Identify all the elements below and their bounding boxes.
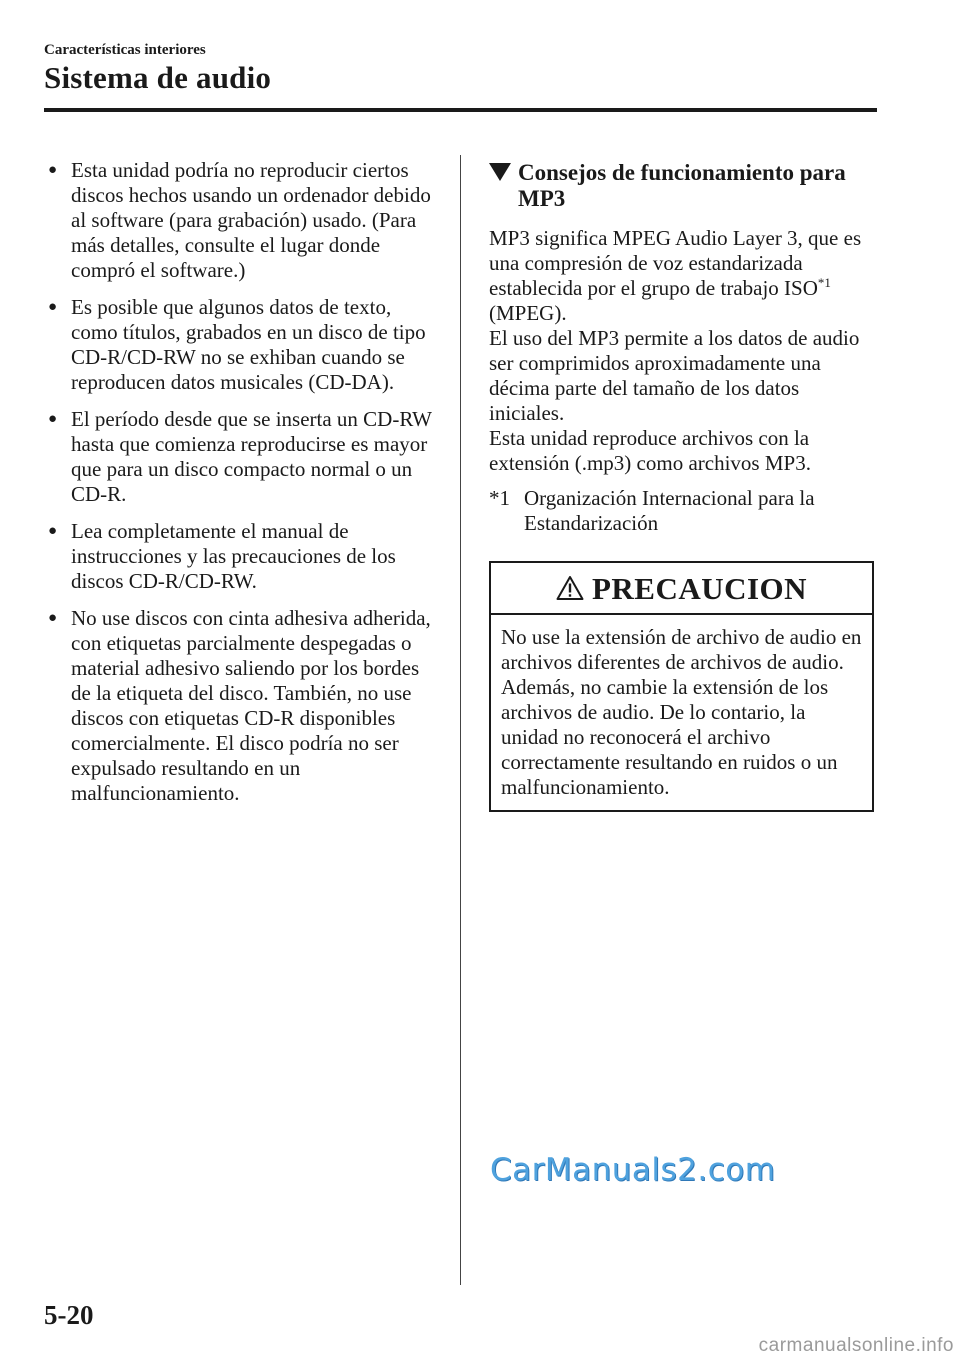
caution-header xyxy=(491,563,872,615)
bullet-list xyxy=(48,158,436,806)
footnote xyxy=(489,486,877,536)
caution-box xyxy=(489,561,874,812)
list-item-text: Lea completamente el manual de instrucciones y las precauciones de los discos CD-R/CD-RW. xyxy=(71,519,396,593)
left-column xyxy=(48,158,436,818)
mp3-compression-text: El uso del MP3 permite a los datos de audio ser comprimidos aproximadamente una décima parte del tamaño de los datos iniciales. xyxy=(489,326,860,425)
watermark-logo: CarManuals2.com xyxy=(490,1152,776,1188)
list-item xyxy=(48,158,436,283)
list-item-text: Es posible que algunos datos de texto, como títulos, grabados en un disco de tipo CD-R/CD-RW no se exhiban cuando se reproducen datos musicales (CD-DA). xyxy=(71,295,426,394)
bullet-dot-icon: ● xyxy=(48,299,58,315)
subsection-heading-text: Consejos de funcionamiento para MP3 xyxy=(518,160,846,211)
list-item-text: No use discos con cinta adhesiva adherida, con etiquetas parcialmente despegadas o material adhesivo saliendo por los bordes de la etiqueta del disco. También, no use discos con etiquetas CD-R disponibles comercialmente. El disco podría no ser expulsado resultando en un malfuncionamiento. xyxy=(71,606,431,805)
warning-triangle-icon xyxy=(556,575,584,601)
list-item-text: El período desde que se inserta un CD-RW hasta que comienza reproducirse es mayor que para un disco compacto normal o un CD-R. xyxy=(71,407,432,506)
caution-text: No use la extensión de archivo de audio en archivos diferentes de archivos de audio. Además, no cambie la extensión de los archivos de audio. De lo contario, la unidad no reconocerá el archivo correctamente resultando en ruidos o un malfuncionamiento. xyxy=(501,625,862,799)
mp3-definition-paragraph xyxy=(489,226,877,476)
list-item-text: Esta unidad podría no reproducir ciertos discos hechos usando un ordenador debido al software (para grabación) usado. (Para más detalles, consulte el lugar donde compró el software.) xyxy=(71,158,431,282)
footnote-mark: *1 xyxy=(489,486,510,510)
list-item xyxy=(48,295,436,395)
list-item xyxy=(48,407,436,507)
bullet-dot-icon: ● xyxy=(48,610,58,626)
section-label: Características interiores xyxy=(44,42,206,58)
triangle-down-icon xyxy=(489,163,511,181)
watermark-corner: carmanualsonline.info xyxy=(758,1335,954,1356)
page-title: Sistema de audio xyxy=(44,60,272,95)
page-number: 5-20 xyxy=(44,1300,94,1330)
caution-label: PRECAUCION xyxy=(591,570,808,606)
bullet-dot-icon: ● xyxy=(48,523,58,539)
footnote-reference: *1 xyxy=(817,275,831,290)
footnote-text: Organización Internacional para la Estandarización xyxy=(524,486,815,535)
mp3-extension-text: Esta unidad reproduce archivos con la extensión (.mp3) como archivos MP3. xyxy=(489,426,811,475)
mp3-definition-text: MP3 significa MPEG Audio Layer 3, que es una compresión de voz estandarizada establecida por el grupo de trabajo ISO xyxy=(489,226,862,300)
subsection-heading xyxy=(489,160,877,212)
header-rule xyxy=(44,108,877,112)
right-column xyxy=(489,160,877,812)
column-divider xyxy=(460,155,461,1285)
list-item xyxy=(48,606,436,806)
bullet-dot-icon: ● xyxy=(48,162,58,178)
mp3-definition-tail: (MPEG). xyxy=(489,301,567,325)
bullet-dot-icon: ● xyxy=(48,411,58,427)
list-item xyxy=(48,519,436,594)
